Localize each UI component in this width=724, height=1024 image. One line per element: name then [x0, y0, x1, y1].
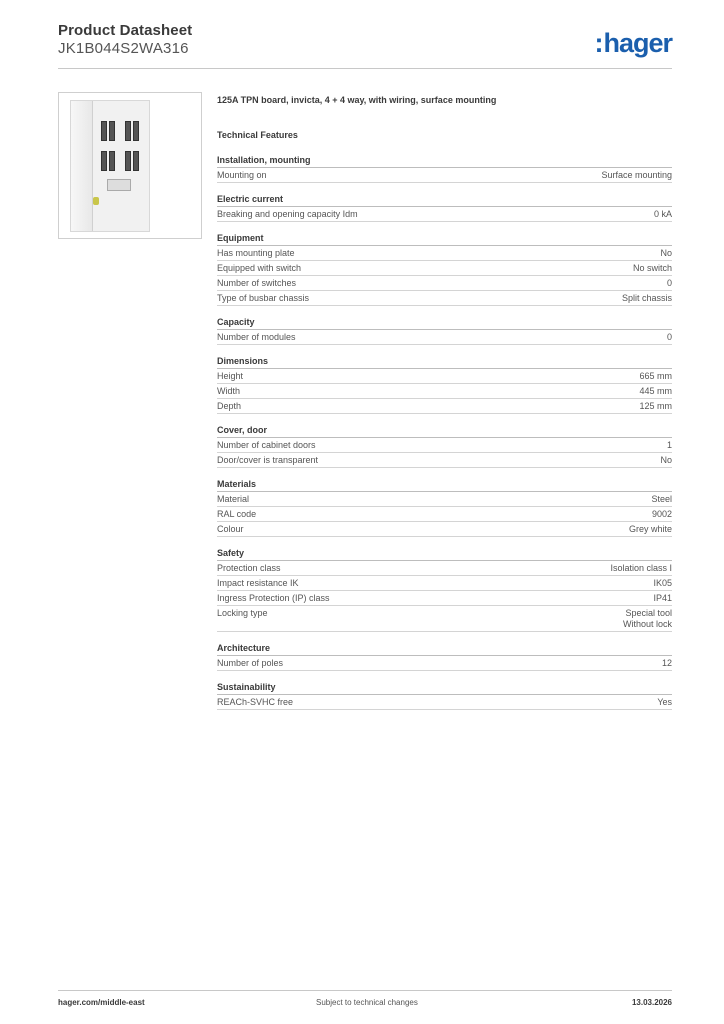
spec-label: Number of poles [217, 658, 284, 668]
spec-label: REACh-SVHC free [217, 697, 294, 707]
product-content [217, 95, 672, 710]
spec-row [217, 246, 672, 261]
spec-row [217, 369, 672, 384]
spec-value: 445 mm [639, 386, 672, 396]
feature-section [217, 682, 672, 710]
spec-value: 125 mm [639, 401, 672, 411]
spec-row [217, 561, 672, 576]
spec-value: Special tool Without lock [622, 608, 672, 629]
section-title: Materials [217, 479, 672, 492]
feature-section [217, 317, 672, 345]
spec-value: Grey white [628, 524, 672, 534]
spec-label: Ingress Protection (IP) class [217, 593, 330, 603]
section-title: Sustainability [217, 682, 672, 695]
section-title: Dimensions [217, 356, 672, 369]
section-title: Installation, mounting [217, 155, 672, 168]
feature-section [217, 194, 672, 222]
spec-label: Locking type [217, 608, 268, 618]
spec-row [217, 492, 672, 507]
distribution-board-image [70, 100, 150, 232]
feature-sections [217, 155, 672, 710]
feature-section [217, 233, 672, 306]
terminal-block [107, 179, 131, 191]
section-title: Electric current [217, 194, 672, 207]
spec-label: Depth [217, 401, 242, 411]
spec-row [217, 453, 672, 468]
spec-value: Yes [657, 697, 672, 707]
spec-value: 0 kA [653, 209, 672, 219]
product-image [58, 92, 202, 239]
logo-text: hager [603, 28, 672, 58]
spec-value: No [660, 455, 672, 465]
spec-value: Steel [651, 494, 672, 504]
spec-value: 12 [661, 658, 672, 668]
feature-section [217, 643, 672, 671]
spec-value: No [660, 248, 672, 258]
spec-row [217, 399, 672, 414]
section-title: Safety [217, 548, 672, 561]
spec-label: Mounting on [217, 170, 267, 180]
spec-row [217, 507, 672, 522]
spec-value: 9002 [651, 509, 672, 519]
spec-label: RAL code [217, 509, 257, 519]
footer-date: 13.03.2026 [631, 998, 672, 1007]
spec-label: Impact resistance IK [217, 578, 299, 588]
spec-label: Material [217, 494, 250, 504]
hager-logo: :hager [594, 28, 672, 58]
spec-value: 0 [666, 278, 672, 288]
spec-label: Type of busbar chassis [217, 293, 310, 303]
spec-value: No switch [632, 263, 672, 273]
spec-row [217, 276, 672, 291]
spec-label: Colour [217, 524, 244, 534]
page-header [58, 22, 672, 70]
spec-value: Surface mounting [601, 170, 672, 180]
spec-label: Breaking and opening capacity Idm [217, 209, 358, 219]
section-title: Architecture [217, 643, 672, 656]
spec-label: Number of switches [217, 278, 297, 288]
spec-label: Number of cabinet doors [217, 440, 316, 450]
document-title: Product Datasheet [58, 22, 193, 39]
spec-label: Height [217, 371, 244, 381]
spec-row [217, 606, 672, 632]
spec-row [217, 576, 672, 591]
spec-row [217, 207, 672, 222]
section-title: Cover, door [217, 425, 672, 438]
breaker-row-top [101, 121, 141, 141]
door-handle [93, 197, 99, 205]
feature-section [217, 479, 672, 537]
page-footer [58, 998, 672, 1010]
spec-label: Protection class [217, 563, 281, 573]
spec-row [217, 438, 672, 453]
spec-row [217, 591, 672, 606]
footer-divider [58, 990, 672, 991]
footer-notice: Subject to technical changes [316, 998, 418, 1007]
spec-row [217, 656, 672, 671]
section-title: Equipment [217, 233, 672, 246]
section-title: Capacity [217, 317, 672, 330]
spec-row [217, 384, 672, 399]
spec-row [217, 695, 672, 710]
spec-row [217, 168, 672, 183]
product-code: JK1B044S2WA316 [58, 40, 189, 57]
spec-value: 0 [666, 332, 672, 342]
feature-section [217, 548, 672, 632]
breaker-row-bottom [101, 151, 141, 171]
header-divider [58, 68, 672, 69]
spec-value: IK05 [653, 578, 672, 588]
spec-label: Equipped with switch [217, 263, 302, 273]
cabinet-door [71, 101, 93, 231]
feature-section [217, 356, 672, 414]
spec-value: 665 mm [639, 371, 672, 381]
spec-label: Has mounting plate [217, 248, 295, 258]
technical-features-heading: Technical Features [217, 130, 298, 140]
product-description: 125A TPN board, invicta, 4 + 4 way, with wiring, surface mounting [217, 95, 497, 105]
feature-section [217, 425, 672, 468]
spec-row [217, 261, 672, 276]
spec-value: 1 [666, 440, 672, 450]
feature-section [217, 155, 672, 183]
spec-label: Width [217, 386, 241, 396]
spec-value: Isolation class I [610, 563, 672, 573]
spec-value: IP41 [653, 593, 672, 603]
spec-row [217, 291, 672, 306]
spec-row [217, 522, 672, 537]
spec-row [217, 330, 672, 345]
spec-value: Split chassis [621, 293, 672, 303]
spec-label: Number of modules [217, 332, 296, 342]
footer-website[interactable]: hager.com/middle-east [58, 998, 145, 1007]
spec-label: Door/cover is transparent [217, 455, 319, 465]
